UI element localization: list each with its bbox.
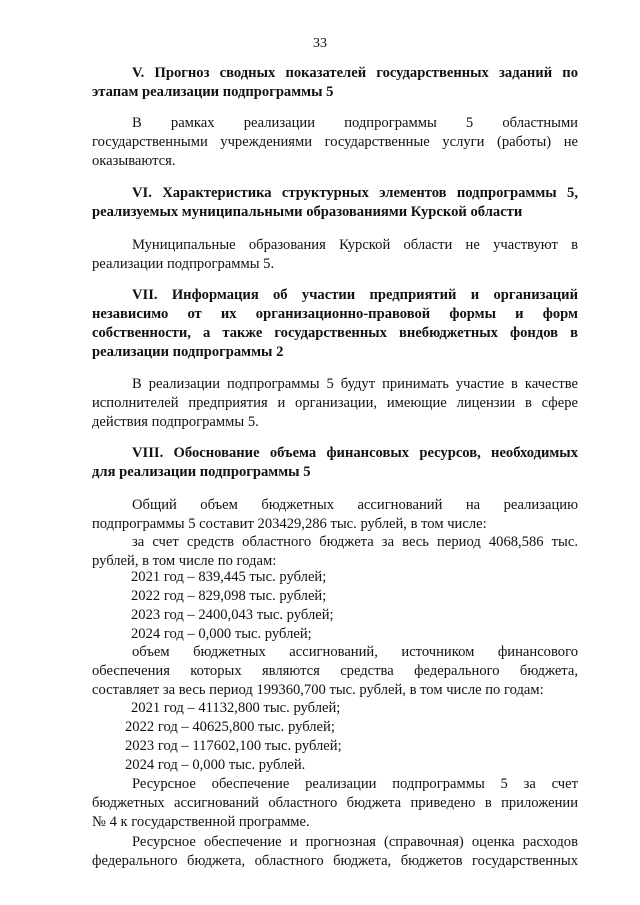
regional-year-item: 2024 год – 0,000 тыс. рублей;	[131, 626, 312, 642]
federal-year-item: 2024 год – 0,000 тыс. рублей.	[125, 757, 306, 773]
section-5-paragraph	[92, 114, 578, 171]
section-7-heading-line-4: реализации подпрограммы 2	[92, 344, 284, 360]
regional-funding-line-2: рублей, в том числе по годам:	[92, 553, 277, 569]
section-7-heading-line-2: независимо от их организационно-правовой формы и форм	[92, 306, 578, 322]
section-5-paragraph-line-2: государственными учреждениями государственные услуги (работы) не	[92, 134, 578, 150]
section-7-paragraph-line-1: В реализации подпрограммы 5 будут принимать участие в качестве	[132, 376, 578, 392]
section-6-paragraph-line-1: Муниципальные образования Курской области не участвуют в	[132, 237, 578, 253]
page-number: 33	[313, 36, 327, 51]
federal-year-item: 2022 год – 40625,800 тыс. рублей;	[125, 719, 335, 735]
section-6-paragraph	[92, 236, 578, 274]
regional-year-item: 2021 год – 839,445 тыс. рублей;	[131, 569, 327, 585]
section-7-paragraph	[92, 375, 578, 432]
forecast-paragraph	[92, 833, 578, 871]
federal-funding-line-3: составляет за весь период 199360,700 тыс. рублей, в том числе по годам:	[92, 682, 544, 698]
total-funding-line-1: Общий объем бюджетных ассигнований на реализацию	[132, 497, 578, 513]
section-5-heading-line-2: этапам реализации подпрограммы 5	[92, 84, 334, 100]
section-7-heading	[92, 286, 578, 362]
resource-provision-paragraph	[92, 775, 578, 832]
section-5-paragraph-line-3: оказываются.	[92, 153, 176, 169]
section-5-heading	[92, 64, 578, 102]
section-7-paragraph-line-3: действия подпрограммы 5.	[92, 414, 259, 430]
regional-funding-line-1: за счет средств областного бюджета за весь период 4068,586 тыс.	[132, 534, 578, 550]
section-8-heading-line-1: VIII. Обоснование объема финансовых ресурсов, необходимых	[132, 445, 578, 461]
federal-funding-line-1: объем бюджетных ассигнований, источником финансового	[132, 644, 578, 660]
section-8-heading-line-2: для реализации подпрограммы 5	[92, 464, 311, 480]
regional-year-item: 2023 год – 2400,043 тыс. рублей;	[131, 607, 334, 623]
resource-provision-line-3: № 4 к государственной программе.	[92, 814, 310, 830]
regional-year-item: 2022 год – 829,098 тыс. рублей;	[131, 588, 327, 604]
section-7-heading-line-1: VII. Информация об участии предприятий и организаций	[132, 287, 578, 303]
total-funding-paragraph	[92, 496, 578, 534]
federal-year-item: 2021 год – 41132,800 тыс. рублей;	[131, 700, 341, 716]
section-6-paragraph-line-2: реализации подпрограммы 5.	[92, 256, 275, 272]
section-7-heading-line-3: собственности, а также государственных внебюджетных фондов в	[92, 325, 578, 341]
federal-year-item: 2023 год – 117602,100 тыс. рублей;	[125, 738, 342, 754]
forecast-line-2: федерального бюджета, областного бюджета, бюджетов государственных	[92, 853, 578, 869]
resource-provision-line-2: бюджетных ассигнований областного бюджета приведено в приложении	[92, 795, 578, 811]
section-7-paragraph-line-2: исполнителей предприятия и организации, имеющие лицензии в сфере	[92, 395, 578, 411]
section-6-heading-line-2: реализуемых муниципальными образованиями Курской области	[92, 204, 523, 220]
regional-funding-paragraph	[92, 533, 578, 571]
resource-provision-line-1: Ресурсное обеспечение реализации подпрограммы 5 за счет	[132, 776, 578, 792]
federal-funding-paragraph	[92, 643, 578, 700]
section-5-paragraph-line-1: В рамках реализации подпрограммы 5 областными	[132, 115, 578, 131]
forecast-line-1: Ресурсное обеспечение и прогнозная (справочная) оценка расходов	[132, 834, 578, 850]
total-funding-line-2: подпрограммы 5 составит 203429,286 тыс. рублей, в том числе:	[92, 516, 487, 532]
section-6-heading	[92, 184, 578, 222]
section-5-heading-line-1: V. Прогноз сводных показателей государственных заданий по	[132, 65, 578, 81]
section-8-heading	[92, 444, 578, 482]
federal-funding-line-2: обеспечения которых являются средства федерального бюджета,	[92, 663, 578, 679]
section-6-heading-line-1: VI. Характеристика структурных элементов подпрограммы 5,	[132, 185, 578, 201]
